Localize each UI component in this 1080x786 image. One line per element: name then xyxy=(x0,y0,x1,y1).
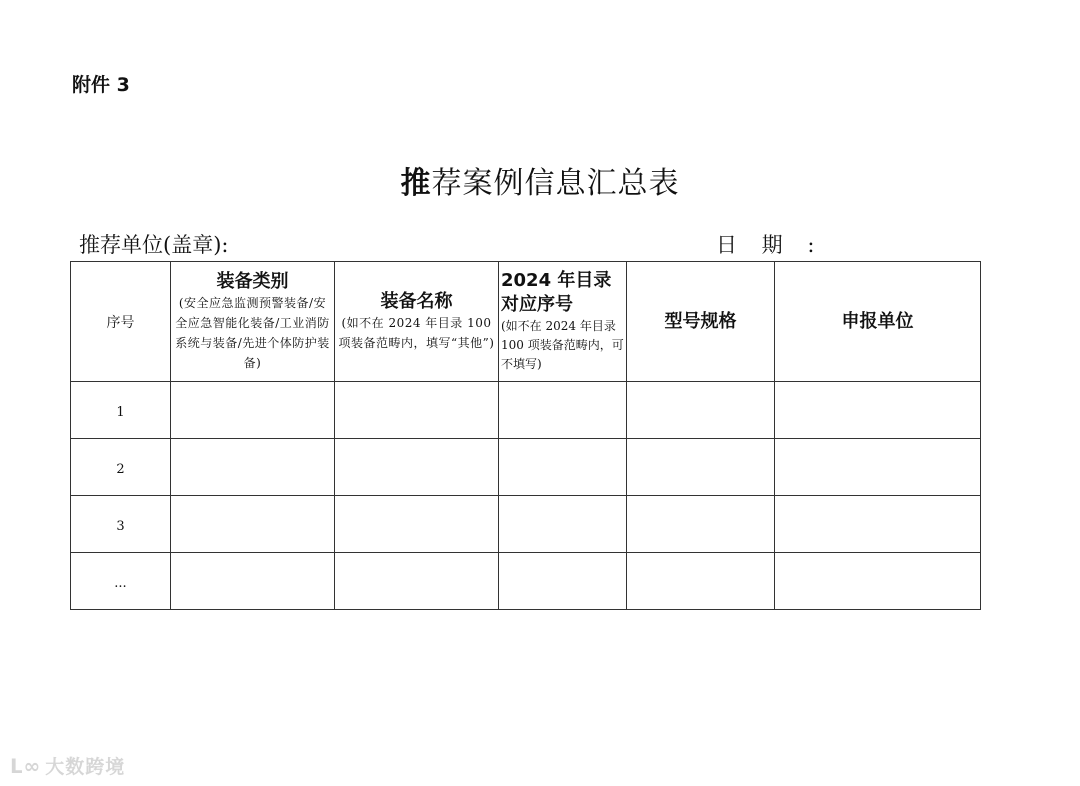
table-header-row xyxy=(71,262,981,382)
table-row xyxy=(71,439,981,496)
cell-category[interactable] xyxy=(171,496,335,553)
cell-name[interactable] xyxy=(335,553,499,610)
row-number: 3 xyxy=(71,496,171,553)
watermark-text: 大数跨境 xyxy=(45,756,126,778)
cell-name[interactable] xyxy=(335,439,499,496)
header-org: 申报单位 xyxy=(775,262,981,382)
date-label: 日 期 : xyxy=(716,233,824,257)
header-model: 型号规格 xyxy=(627,262,775,382)
header-name: 装备名称 (如不在 2024 年目录 100 项装备范畴内，填写“其他”) xyxy=(335,262,499,382)
table-row xyxy=(71,553,981,610)
logo-icon: ᒪ∞ xyxy=(10,754,42,778)
watermark xyxy=(10,752,125,779)
row-number: ... xyxy=(71,553,171,610)
row-number: 1 xyxy=(71,382,171,439)
cell-model[interactable] xyxy=(627,439,775,496)
row-number: 2 xyxy=(71,439,171,496)
cell-model[interactable] xyxy=(627,553,775,610)
cell-org[interactable] xyxy=(775,382,981,439)
table-row xyxy=(71,496,981,553)
cell-org[interactable] xyxy=(775,496,981,553)
summary-table xyxy=(70,261,981,610)
page-title xyxy=(0,158,1080,202)
cell-category[interactable] xyxy=(171,553,335,610)
title-rest: 荐案例信息汇总表 xyxy=(431,166,680,201)
cell-name[interactable] xyxy=(335,382,499,439)
cell-catalog-index[interactable] xyxy=(499,496,627,553)
header-catalog-index: 2024 年目录对应序号 (如不在 2024 年目录 100 项装备范畴内，可不填写) xyxy=(499,262,627,382)
cell-category[interactable] xyxy=(171,382,335,439)
recommending-unit-label: 推荐单位(盖章): xyxy=(79,233,229,257)
title-first-char: 推 xyxy=(400,166,432,201)
cell-category[interactable] xyxy=(171,439,335,496)
attachment-label: 附件 3 xyxy=(72,74,130,96)
cell-name[interactable] xyxy=(335,496,499,553)
cell-catalog-index[interactable] xyxy=(499,382,627,439)
header-no: 序号 xyxy=(71,262,171,382)
table-row xyxy=(71,382,981,439)
cell-org[interactable] xyxy=(775,439,981,496)
cell-model[interactable] xyxy=(627,382,775,439)
cell-catalog-index[interactable] xyxy=(499,553,627,610)
cell-org[interactable] xyxy=(775,553,981,610)
header-category: 装备类别 (安全应急监测预警装备/安全应急智能化装备/工业消防系统与装备/先进个体防护装备) xyxy=(171,262,335,382)
cell-catalog-index[interactable] xyxy=(499,439,627,496)
cell-model[interactable] xyxy=(627,496,775,553)
